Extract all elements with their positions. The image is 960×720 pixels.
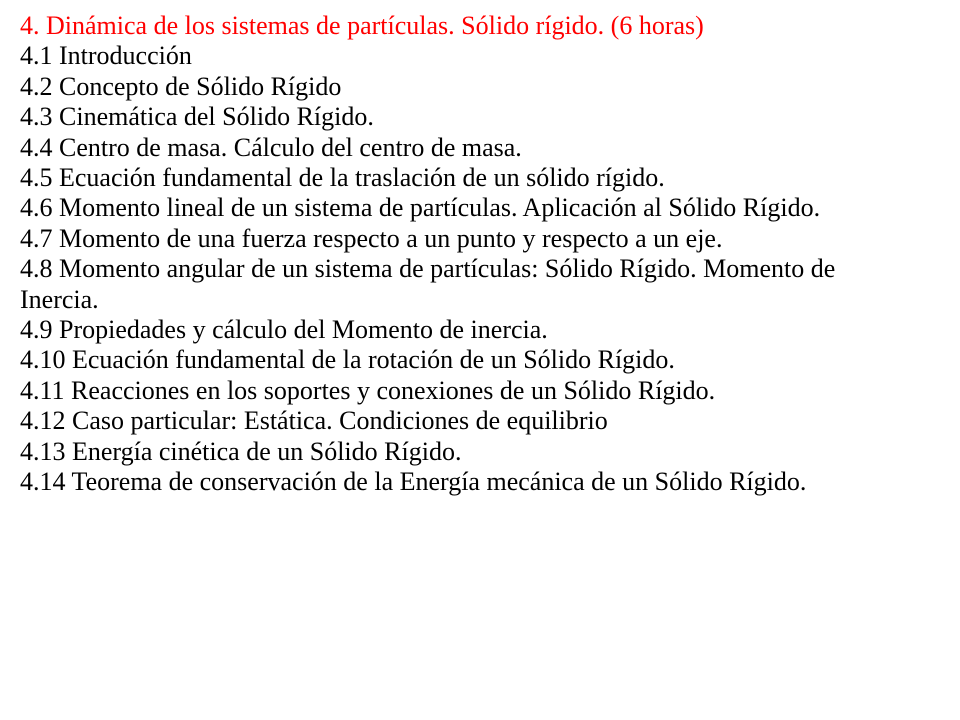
list-item-4-8: 4.8 Momento angular de un sistema de partículas: Sólido Rígido. Momento de Inercia.	[20, 254, 836, 314]
list-item-4-6: 4.6 Momento lineal de un sistema de partículas. Aplicación al Sólido Rígido.	[20, 193, 821, 223]
list-item-4-1: 4.1 Introducción	[20, 41, 192, 71]
list-item-4-7: 4.7 Momento de una fuerza respecto a un punto y respecto a un eje.	[20, 223, 723, 253]
list-item-4-12: 4.12 Caso particular: Estática. Condiciones de equilibrio	[20, 406, 608, 436]
slide-title: 4. Dinámica de los sistemas de partículas. Sólido rígido. (6 horas)	[20, 11, 704, 40]
slide-content	[20, 11, 920, 498]
list-item-4-9: 4.9 Propiedades y cálculo del Momento de inercia.	[20, 315, 548, 345]
list-item-4-14: 4.14 Teorema de conservación de la Energía mecánica de un Sólido Rígido.	[20, 467, 807, 497]
list-item-4-2: 4.2 Concepto de Sólido Rígido	[20, 71, 342, 101]
list-item-4-5: 4.5 Ecuación fundamental de la traslación de un sólido rígido.	[20, 163, 665, 193]
list-item-4-13: 4.13 Energía cinética de un Sólido Rígido.	[20, 436, 462, 466]
list-item-4-10: 4.10 Ecuación fundamental de la rotación de un Sólido Rígido.	[20, 345, 675, 375]
list-item-4-4: 4.4 Centro de masa. Cálculo del centro de masa.	[20, 132, 522, 162]
list-item-4-11: 4.11 Reacciones en los soportes y conexiones de un Sólido Rígido.	[20, 375, 716, 405]
list-item-4-3: 4.3 Cinemática del Sólido Rígido.	[20, 102, 374, 132]
